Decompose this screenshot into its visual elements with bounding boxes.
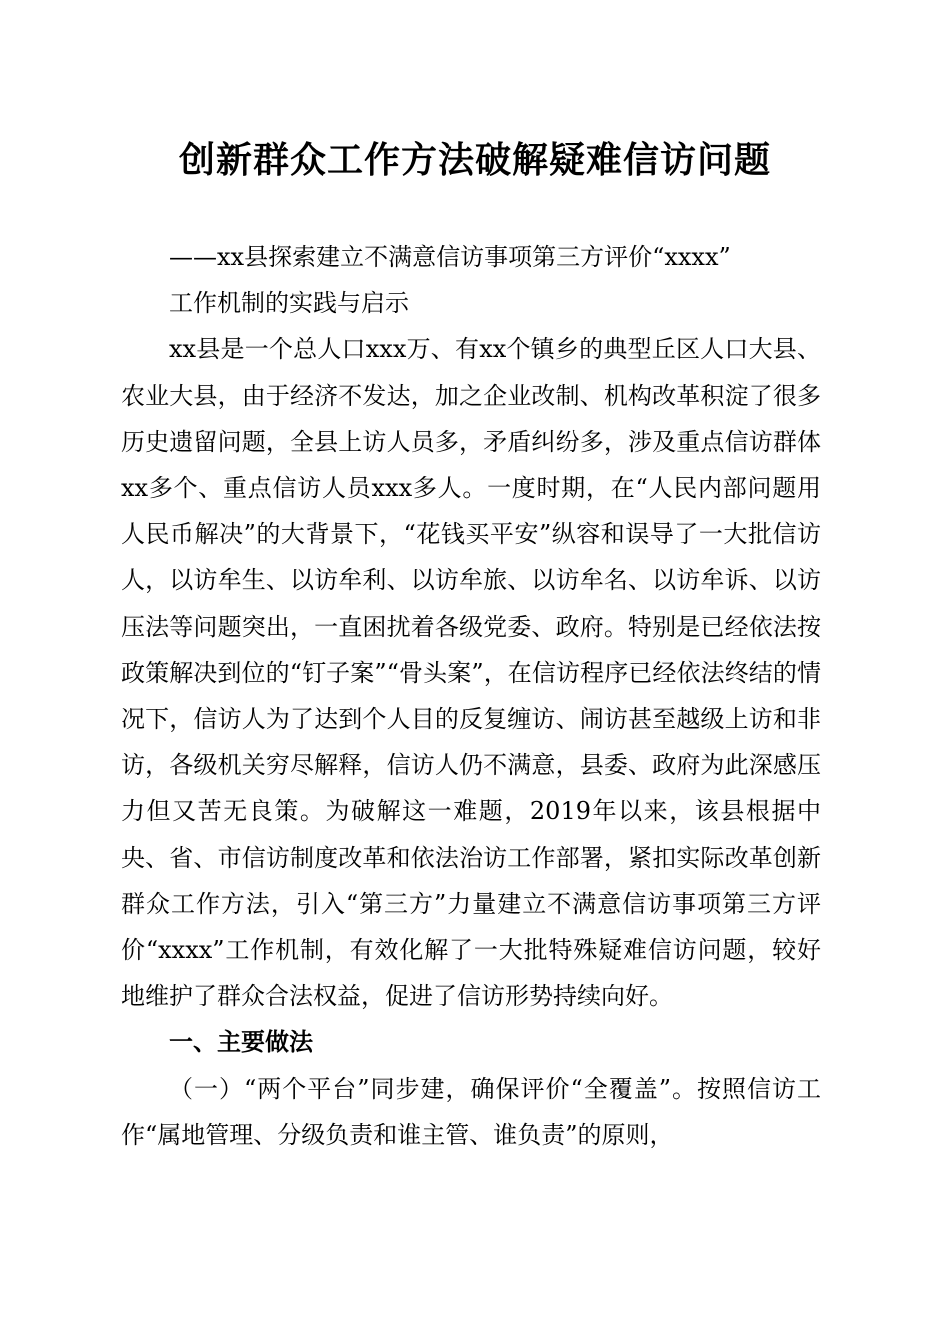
subtitle-line-1: ——xx县探索建立不满意信访事项第三方评价“xxxx” <box>169 243 731 271</box>
section-heading: 一、主要做法 <box>169 1027 313 1057</box>
subtitle-line-2: 工作机制的实践与启示 <box>169 289 409 318</box>
document-title: 创新群众工作方法破解疑难信访问题 <box>178 139 771 181</box>
section-paragraph: （一）“两个平台”同步建，确保评价“全覆盖”。按照信访工作“属地管理、分级负责和谁主管、谁负责”的原则， <box>121 1074 821 1149</box>
intro-paragraph: xx县是一个总人口xxx万、有xx个镇乡的典型丘区人口大县、农业大县，由于经济不发达，加之企业改制、机构改革积淀了很多历史遗留问题，全县上访人员多，矛盾纠纷多，涉及重点信访群体xx多个、重点信访人员xxx多人。一度时期，在“人民内部问题用人民币解决”的大背景下，“花钱买平安”纵容和误导了一大批信访人，以访牟生、以访牟利、以访牟旅、以访牟名、以访牟诉、以访压法等问题突出，一直困扰着各级党委、政府。特别是已经依法按政策解决到位的“钉子案”“骨头案”，在信访程序已经依法终结的情况下，信访人为了达到个人目的反复缠访、闹访甚至越级上访和非访，各级机关穷尽解释，信访人仍不满意，县委、政府为此深感压力但又苦无良策。为破解这一难题，2019年以来，该县根据中央、省、市信访制度改革和依法治访工作部署，紧扣实际改革创新群众工作方法，引入“第三方”力量建立不满意信访事项第三方评价“xxxx”工作机制，有效化解了一大批特殊疑难信访问题，较好地维护了群众合法权益，促进了信访形势持续向好。 <box>121 335 821 1011</box>
document-body <box>121 234 821 1158</box>
